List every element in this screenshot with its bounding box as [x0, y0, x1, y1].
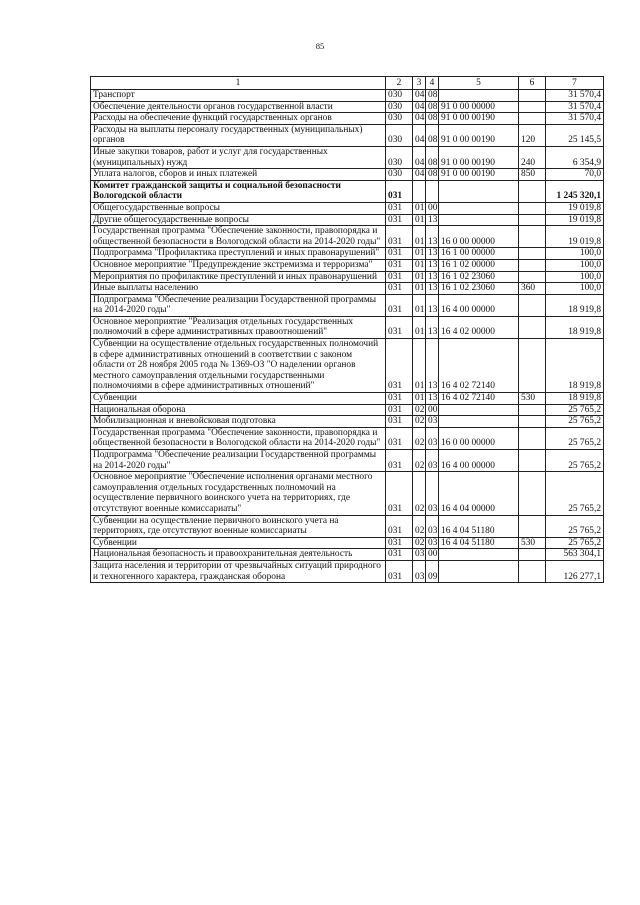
row-name-cell: Субвенции	[91, 537, 386, 549]
row-subsection-cell: 00	[426, 549, 439, 561]
table-row	[91, 226, 604, 248]
table-row	[91, 101, 604, 113]
table-row	[91, 180, 604, 202]
row-name-cell: Уплата налогов, сборов и иных платежей	[91, 169, 386, 181]
row-name-cell: Мероприятия по профилактике преступлений и иных правонарушений	[91, 271, 386, 283]
row-target-code-cell	[439, 560, 519, 582]
row-code-cell: 031	[386, 472, 413, 515]
row-section-cell: 01	[413, 283, 426, 295]
row-expense-type-cell: 360	[519, 283, 546, 295]
row-amount-cell: 18 919,8	[546, 294, 604, 316]
row-subsection-cell: 00	[426, 404, 439, 416]
table-row	[91, 427, 604, 449]
row-expense-type-cell: 850	[519, 169, 546, 181]
table-row	[91, 294, 604, 316]
header-cell: 3	[413, 77, 426, 90]
row-expense-type-cell: 240	[519, 146, 546, 168]
row-amount-cell: 25 765,2	[546, 404, 604, 416]
row-expense-type-cell	[519, 226, 546, 248]
row-target-code-cell: 91 0 00 00190	[439, 169, 519, 181]
row-code-cell: 030	[386, 124, 413, 146]
row-expense-type-cell	[519, 248, 546, 260]
table-row	[91, 450, 604, 472]
budget-table	[90, 76, 604, 583]
table-header-row	[91, 77, 604, 90]
row-amount-cell: 18 919,8	[546, 339, 604, 393]
row-amount-cell: 100,0	[546, 271, 604, 283]
row-target-code-cell: 16 4 02 00000	[439, 316, 519, 338]
row-amount-cell: 18 919,8	[546, 393, 604, 405]
row-amount-cell: 31 570,4	[546, 90, 604, 102]
row-amount-cell: 100,0	[546, 259, 604, 271]
row-amount-cell: 1 245 320,1	[546, 180, 604, 202]
row-subsection-cell: 13	[426, 271, 439, 283]
row-expense-type-cell	[519, 202, 546, 214]
row-expense-type-cell	[519, 113, 546, 125]
table-body	[91, 77, 604, 583]
row-target-code-cell	[439, 202, 519, 214]
row-code-cell: 031	[386, 427, 413, 449]
row-expense-type-cell	[519, 416, 546, 428]
row-section-cell: 03	[413, 560, 426, 582]
row-subsection-cell: 09	[426, 560, 439, 582]
table-row	[91, 416, 604, 428]
row-target-code-cell: 16 4 04 00000	[439, 472, 519, 515]
row-name-cell: Другие общегосударственные вопросы	[91, 214, 386, 226]
table-row	[91, 214, 604, 226]
row-section-cell: 02	[413, 515, 426, 537]
row-name-cell: Подпрограмма "Профилактика преступлений и иных правонарушений"	[91, 248, 386, 260]
row-section-cell: 02	[413, 450, 426, 472]
row-subsection-cell: 13	[426, 259, 439, 271]
row-name-cell: Иные закупки товаров, работ и услуг для государственных (муниципальных) нужд	[91, 146, 386, 168]
header-cell: 5	[439, 77, 519, 90]
row-section-cell: 01	[413, 214, 426, 226]
row-section-cell: 04	[413, 113, 426, 125]
table-row	[91, 537, 604, 549]
row-subsection-cell: 13	[426, 248, 439, 260]
row-subsection-cell: 08	[426, 90, 439, 102]
row-expense-type-cell: 530	[519, 393, 546, 405]
row-section-cell: 04	[413, 124, 426, 146]
row-section-cell: 02	[413, 427, 426, 449]
row-amount-cell: 18 919,8	[546, 316, 604, 338]
row-section-cell: 01	[413, 393, 426, 405]
row-amount-cell: 126 277,1	[546, 560, 604, 582]
header-cell: 1	[91, 77, 386, 90]
row-name-cell: Национальная безопасность и правоохранительная деятельность	[91, 549, 386, 561]
row-section-cell	[413, 180, 426, 202]
row-target-code-cell: 91 0 00 00190	[439, 146, 519, 168]
row-code-cell: 030	[386, 146, 413, 168]
row-code-cell: 031	[386, 316, 413, 338]
row-target-code-cell: 16 4 04 51180	[439, 515, 519, 537]
row-subsection-cell: 08	[426, 169, 439, 181]
table-row	[91, 316, 604, 338]
row-subsection-cell: 03	[426, 515, 439, 537]
row-section-cell: 01	[413, 294, 426, 316]
row-target-code-cell	[439, 90, 519, 102]
row-target-code-cell: 91 0 00 00000	[439, 101, 519, 113]
table-row	[91, 90, 604, 102]
row-name-cell: Основное мероприятие "Обеспечение исполнения органами местного самоуправления отдельных государственных полномочий на осуществление первичного воинского учета на территориях, где отсутствуют военные комиссариаты"	[91, 472, 386, 515]
row-amount-cell: 25 765,2	[546, 515, 604, 537]
row-section-cell: 02	[413, 472, 426, 515]
table-row	[91, 259, 604, 271]
row-code-cell: 031	[386, 214, 413, 226]
row-subsection-cell: 03	[426, 472, 439, 515]
row-subsection-cell: 00	[426, 202, 439, 214]
row-name-cell: Подпрограмма "Обеспечение реализации Государственной программы на 2014-2020 годы"	[91, 294, 386, 316]
row-amount-cell: 19 019,8	[546, 214, 604, 226]
row-code-cell: 031	[386, 339, 413, 393]
row-amount-cell: 31 570,4	[546, 113, 604, 125]
row-code-cell: 031	[386, 393, 413, 405]
table-row	[91, 560, 604, 582]
row-target-code-cell: 16 1 00 00000	[439, 248, 519, 260]
row-expense-type-cell	[519, 316, 546, 338]
row-target-code-cell: 16 4 00 00000	[439, 450, 519, 472]
row-subsection-cell: 13	[426, 339, 439, 393]
row-amount-cell: 19 019,8	[546, 202, 604, 214]
table-row	[91, 248, 604, 260]
row-name-cell: Национальная оборона	[91, 404, 386, 416]
row-amount-cell: 100,0	[546, 248, 604, 260]
row-section-cell: 01	[413, 339, 426, 393]
page-number: 85	[315, 41, 325, 51]
row-code-cell: 031	[386, 180, 413, 202]
row-target-code-cell: 16 1 02 00000	[439, 259, 519, 271]
row-subsection-cell	[426, 180, 439, 202]
row-subsection-cell: 08	[426, 146, 439, 168]
row-name-cell: Расходы на обеспечение функций государственных органов	[91, 113, 386, 125]
row-section-cell: 03	[413, 549, 426, 561]
table-row	[91, 515, 604, 537]
row-code-cell: 031	[386, 248, 413, 260]
row-name-cell: Мобилизационная и вневойсковая подготовка	[91, 416, 386, 428]
table-row	[91, 283, 604, 295]
row-amount-cell: 25 765,2	[546, 416, 604, 428]
row-target-code-cell	[439, 549, 519, 561]
row-expense-type-cell	[519, 404, 546, 416]
row-name-cell: Государственная программа "Обеспечение законности, правопорядка и общественной безопасности в Вологодской области на 2014-2020 годы"	[91, 427, 386, 449]
row-expense-type-cell: 530	[519, 537, 546, 549]
row-subsection-cell: 03	[426, 450, 439, 472]
row-subsection-cell: 03	[426, 416, 439, 428]
row-section-cell: 01	[413, 226, 426, 248]
row-subsection-cell: 03	[426, 537, 439, 549]
row-code-cell: 031	[386, 294, 413, 316]
table-row	[91, 472, 604, 515]
row-expense-type-cell	[519, 214, 546, 226]
row-subsection-cell: 13	[426, 316, 439, 338]
row-target-code-cell: 91 0 00 00190	[439, 124, 519, 146]
row-subsection-cell: 13	[426, 294, 439, 316]
table-row	[91, 146, 604, 168]
row-target-code-cell	[439, 416, 519, 428]
row-code-cell: 031	[386, 450, 413, 472]
row-name-cell: Субвенции	[91, 393, 386, 405]
row-code-cell: 030	[386, 90, 413, 102]
row-target-code-cell: 16 0 00 00000	[439, 427, 519, 449]
table-row	[91, 549, 604, 561]
row-subsection-cell: 08	[426, 124, 439, 146]
row-amount-cell: 25 765,2	[546, 537, 604, 549]
row-target-code-cell: 16 1 02 23060	[439, 271, 519, 283]
row-section-cell: 01	[413, 316, 426, 338]
row-amount-cell: 6 354,9	[546, 146, 604, 168]
header-cell: 2	[386, 77, 413, 90]
row-name-cell: Транспорт	[91, 90, 386, 102]
row-expense-type-cell	[519, 101, 546, 113]
row-section-cell: 02	[413, 537, 426, 549]
row-subsection-cell: 13	[426, 283, 439, 295]
row-name-cell: Иные выплаты населению	[91, 283, 386, 295]
row-section-cell: 01	[413, 248, 426, 260]
row-name-cell: Субвенции на осуществление первичного воинского учета на территориях, где отсутствуют военные комиссариаты	[91, 515, 386, 537]
row-target-code-cell	[439, 404, 519, 416]
row-code-cell: 031	[386, 271, 413, 283]
row-amount-cell: 25 765,2	[546, 427, 604, 449]
row-expense-type-cell	[519, 549, 546, 561]
row-section-cell: 04	[413, 101, 426, 113]
row-amount-cell: 31 570,4	[546, 101, 604, 113]
row-subsection-cell: 13	[426, 393, 439, 405]
table-row	[91, 113, 604, 125]
row-code-cell: 030	[386, 169, 413, 181]
row-subsection-cell: 13	[426, 226, 439, 248]
table-row	[91, 393, 604, 405]
row-code-cell: 031	[386, 259, 413, 271]
row-code-cell: 031	[386, 283, 413, 295]
row-name-cell: Расходы на выплаты персоналу государственных (муниципальных) органов	[91, 124, 386, 146]
row-expense-type-cell	[519, 339, 546, 393]
row-name-cell: Общегосударственные вопросы	[91, 202, 386, 214]
row-section-cell: 02	[413, 404, 426, 416]
row-code-cell: 030	[386, 113, 413, 125]
row-expense-type-cell	[519, 515, 546, 537]
table-row	[91, 169, 604, 181]
table-row	[91, 124, 604, 146]
row-name-cell: Государственная программа "Обеспечение законности, правопорядка и общественной безопасности в Вологодской области на 2014-2020 годы"	[91, 226, 386, 248]
row-target-code-cell	[439, 214, 519, 226]
row-amount-cell: 100,0	[546, 283, 604, 295]
row-expense-type-cell: 120	[519, 124, 546, 146]
row-name-cell: Основное мероприятие "Предупреждение экстремизма и терроризма"	[91, 259, 386, 271]
row-expense-type-cell	[519, 271, 546, 283]
row-section-cell: 04	[413, 169, 426, 181]
row-amount-cell: 25 765,2	[546, 472, 604, 515]
header-cell: 6	[519, 77, 546, 90]
row-name-cell: Субвенции на осуществление отдельных государственных полномочий в сфере административных отношений в соответствии с законом области от 28 ноября 2005 года № 1369-ОЗ "О наделении органов местного самоуправления отдельными государственными полномочиями в сфере административных отношений"	[91, 339, 386, 393]
row-amount-cell: 25 145,5	[546, 124, 604, 146]
row-code-cell: 031	[386, 537, 413, 549]
row-expense-type-cell	[519, 427, 546, 449]
row-code-cell: 031	[386, 202, 413, 214]
row-code-cell: 031	[386, 416, 413, 428]
table-row	[91, 202, 604, 214]
row-target-code-cell: 16 0 00 00000	[439, 226, 519, 248]
row-subsection-cell: 08	[426, 101, 439, 113]
row-amount-cell: 19 019,8	[546, 226, 604, 248]
row-target-code-cell: 16 1 02 23060	[439, 283, 519, 295]
row-expense-type-cell	[519, 294, 546, 316]
row-expense-type-cell	[519, 180, 546, 202]
row-code-cell: 031	[386, 560, 413, 582]
row-expense-type-cell	[519, 90, 546, 102]
row-name-cell: Подпрограмма "Обеспечение реализации Государственной программы на 2014-2020 годы"	[91, 450, 386, 472]
row-target-code-cell	[439, 180, 519, 202]
header-cell: 7	[546, 77, 604, 90]
row-subsection-cell: 13	[426, 214, 439, 226]
row-name-cell: Комитет гражданской защиты и социальной безопасности Вологодской области	[91, 180, 386, 202]
row-section-cell: 04	[413, 146, 426, 168]
row-expense-type-cell	[519, 259, 546, 271]
row-target-code-cell: 91 0 00 00190	[439, 113, 519, 125]
row-expense-type-cell	[519, 560, 546, 582]
row-section-cell: 01	[413, 202, 426, 214]
row-amount-cell: 563 304,1	[546, 549, 604, 561]
row-amount-cell: 70,0	[546, 169, 604, 181]
row-section-cell: 04	[413, 90, 426, 102]
row-expense-type-cell	[519, 450, 546, 472]
row-subsection-cell: 03	[426, 427, 439, 449]
row-amount-cell: 25 765,2	[546, 450, 604, 472]
row-target-code-cell: 16 4 04 51180	[439, 537, 519, 549]
row-code-cell: 031	[386, 404, 413, 416]
row-section-cell: 01	[413, 259, 426, 271]
row-code-cell: 031	[386, 549, 413, 561]
header-cell: 4	[426, 77, 439, 90]
table-row	[91, 404, 604, 416]
table-row	[91, 339, 604, 393]
row-name-cell: Защита населения и территории от чрезвычайных ситуаций природного и техногенного характера, гражданская оборона	[91, 560, 386, 582]
row-code-cell: 030	[386, 101, 413, 113]
row-section-cell: 02	[413, 416, 426, 428]
row-section-cell: 01	[413, 271, 426, 283]
row-expense-type-cell	[519, 472, 546, 515]
row-code-cell: 031	[386, 515, 413, 537]
row-subsection-cell: 08	[426, 113, 439, 125]
row-target-code-cell: 16 4 02 72140	[439, 393, 519, 405]
row-target-code-cell: 16 4 00 00000	[439, 294, 519, 316]
row-name-cell: Основное мероприятие "Реализация отдельных государственных полномочий в сфере административных правоотношений"	[91, 316, 386, 338]
table-row	[91, 271, 604, 283]
row-target-code-cell: 16 4 02 72140	[439, 339, 519, 393]
row-code-cell: 031	[386, 226, 413, 248]
row-name-cell: Обеспечение деятельности органов государственной власти	[91, 101, 386, 113]
